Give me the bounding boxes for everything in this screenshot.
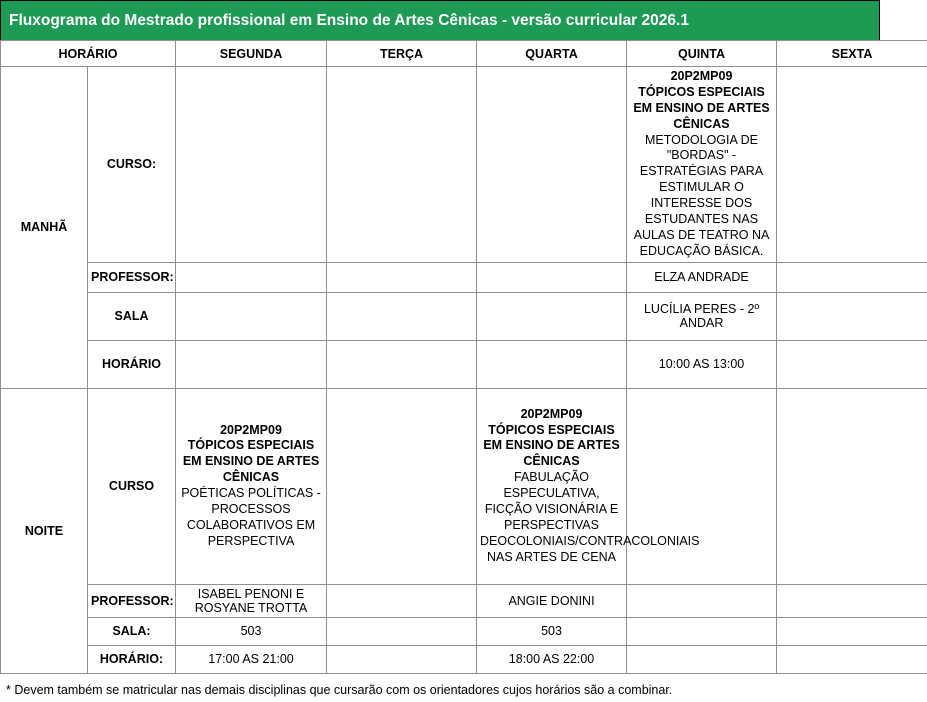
cell-horario-noite-quarta: 18:00 AS 22:00 [477,645,627,673]
course-name: TÓPICOS ESPECIAIS EM ENSINO DE ARTES CÊNICAS [633,84,770,131]
cell-horario-manha-quarta [477,340,627,388]
cell-professor-manha-sexta [777,262,927,292]
table-row [1,340,927,388]
cell-sala-manha-quarta [477,292,627,340]
table-row [1,617,927,645]
table-row [1,292,927,340]
cell-curso-manha-quarta [477,67,627,263]
column-header-segunda: SEGUNDA [176,41,327,67]
course-code: 20P2MP09 [520,406,583,421]
footnote: * Devem também se matricular nas demais disciplinas que cursarão com os orientadores cujos horários são a combinar. [6,682,673,697]
cell-curso-noite-quinta [627,388,777,584]
table-row [1,262,927,292]
row-label-sala-manha: SALA [88,292,176,340]
cell-professor-noite-segunda: ISABEL PENONI E ROSYANE TROTTA [176,584,327,617]
course-subtitle: METODOLOGIA DE "BORDAS" - ESTRATÉGIAS PARA ESTIMULAR O INTERESSE DOS ESTUDANTES NAS AULAS DE TEATRO NA EDUCAÇÃO BÁSICA. [633,132,770,258]
course-subtitle: POÉTICAS POLÍTICAS - PROCESSOS COLABORATIVOS EM PERSPECTIVA [181,486,321,548]
cell-curso-noite-segunda [176,388,327,584]
cell-horario-noite-segunda: 17:00 AS 21:00 [176,645,327,673]
cell-professor-noite-sexta [777,584,927,617]
cell-professor-manha-segunda [176,262,327,292]
cell-sala-manha-segunda [176,292,327,340]
cell-curso-manha-quinta [627,67,777,263]
cell-curso-manha-terca [327,67,477,263]
column-header-quinta: QUINTA [627,41,777,67]
cell-professor-manha-terca [327,262,477,292]
column-header-quarta: QUARTA [477,41,627,67]
column-header-terca: TERÇA [327,41,477,67]
table-row [1,645,927,673]
cell-horario-manha-sexta [777,340,927,388]
cell-curso-manha-sexta [777,67,927,263]
row-label-horario-noite: HORÁRIO: [88,645,176,673]
period-label-noite: NOITE [1,388,88,673]
course-name: TÓPICOS ESPECIAIS EM ENSINO DE ARTES CÊNICAS [483,422,620,469]
course-subtitle: FABULAÇÃO ESPECULATIVA, FICÇÃO VISIONÁRIA E PERSPECTIVAS DEOCOLONIAIS/CONTRACOLONIAIS NAS ARTES DE CENA [480,470,700,564]
cell-sala-manha-terca [327,292,477,340]
cell-sala-noite-quarta: 503 [477,617,627,645]
cell-professor-noite-terca [327,584,477,617]
course-name: TÓPICOS ESPECIAIS EM ENSINO DE ARTES CÊNICAS [182,438,320,485]
period-label-manha: MANHÃ [1,67,88,389]
cell-horario-manha-quinta: 10:00 AS 13:00 [627,340,777,388]
cell-curso-noite-terca [327,388,477,584]
cell-sala-manha-quinta: LUCÍLIA PERES - 2º ANDAR [627,292,777,340]
row-label-professor-noite: PROFESSOR: [88,584,176,617]
cell-sala-noite-quinta [627,617,777,645]
cell-curso-noite-sexta [777,388,927,584]
cell-professor-noite-quarta: ANGIE DONINI [477,584,627,617]
row-label-curso-noite: CURSO [88,388,176,584]
row-label-sala-noite: SALA: [88,617,176,645]
cell-horario-noite-terca [327,645,477,673]
cell-curso-noite-quarta [477,388,700,584]
table-header-row [1,41,927,67]
column-header-horario: HORÁRIO [1,41,176,67]
cell-sala-manha-sexta [777,292,927,340]
cell-sala-noite-sexta [777,617,927,645]
cell-professor-manha-quarta [477,262,627,292]
table-row [1,67,927,263]
cell-horario-manha-terca [327,340,477,388]
cell-professor-manha-quinta: ELZA ANDRADE [627,262,777,292]
table-row [1,388,927,584]
row-label-horario-manha: HORÁRIO [88,340,176,388]
schedule-table [0,40,927,674]
cell-sala-noite-segunda: 503 [176,617,327,645]
cell-curso-manha-segunda [176,67,327,263]
cell-sala-noite-terca [327,617,477,645]
column-header-sexta: SEXTA [777,41,927,67]
page-title: Fluxograma do Mestrado profissional em Ensino de Artes Cênicas - versão curricular 2026.1 [0,0,880,40]
cell-professor-noite-quinta [627,584,777,617]
course-code: 20P2MP09 [220,422,282,437]
row-label-curso-manha: CURSO: [88,67,176,263]
cell-horario-noite-quinta [627,645,777,673]
cell-horario-manha-segunda [176,340,327,388]
table-row [1,584,927,617]
course-code: 20P2MP09 [670,69,733,83]
cell-horario-noite-sexta [777,645,927,673]
row-label-professor-manha: PROFESSOR: [88,262,176,292]
